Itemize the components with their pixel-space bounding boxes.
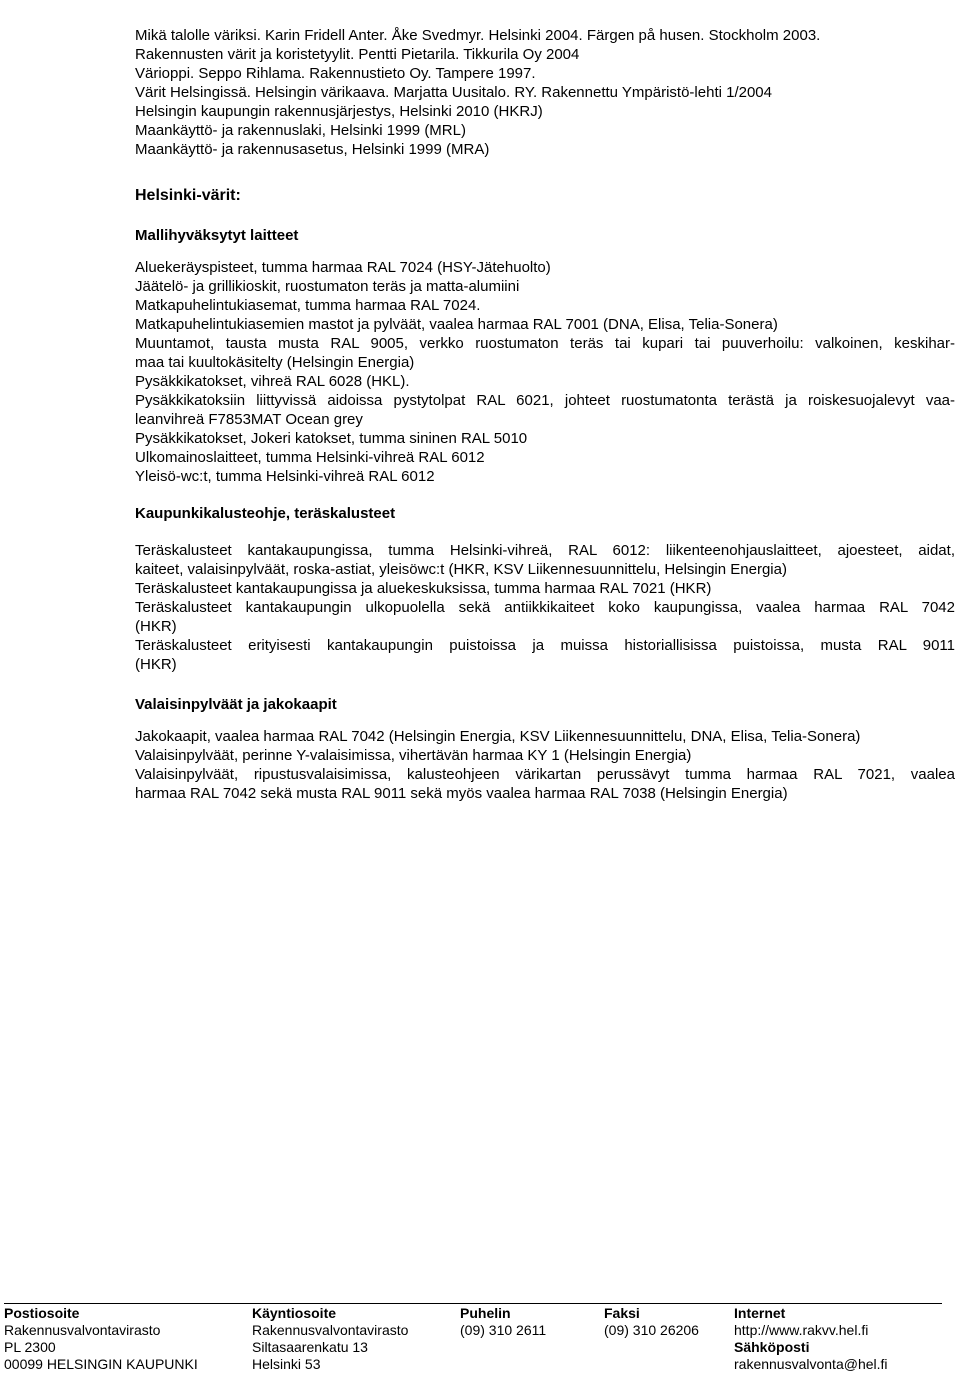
subheading-mallihyvaksytyt: Mallihyväksytyt laitteet bbox=[135, 227, 299, 244]
text-line: kaiteet, valaisinpylväät, roska-astiat, yleisöwc:t (HKR, KSV Liikennesuunnittelu, Helsingin Energia) bbox=[135, 561, 787, 578]
email-link[interactable]: rakennusvalvonta@hel.fi bbox=[734, 1356, 888, 1372]
footer-label: Käyntiosoite bbox=[252, 1305, 337, 1321]
footer-internet bbox=[734, 1305, 888, 1373]
footer-faksi bbox=[604, 1305, 699, 1339]
phone-number: (09) 310 2611 bbox=[460, 1322, 547, 1338]
footer-label-email: Sähköposti bbox=[734, 1339, 810, 1355]
text-line: (HKR) bbox=[135, 656, 177, 673]
text-line: Matkapuhelintukiasemat, tumma harmaa RAL 7024. bbox=[135, 297, 481, 314]
footer-value: Helsinki 53 bbox=[252, 1356, 321, 1372]
text-line: Jakokaapit, vaalea harmaa RAL 7042 (Helsingin Energia, KSV Liikennesuunnittelu, DNA, Elisa, Telia-Sonera) bbox=[135, 728, 861, 745]
subheading-valaisinpylvaat: Valaisinpylväät ja jakokaapit bbox=[135, 696, 337, 713]
text-line: leanvihreä F7853MAT Ocean grey bbox=[135, 411, 363, 428]
text-line: Teräskalusteet erityisesti kantakaupungin puistoissa ja muissa historiallisissa puistoissa, musta RAL 9011 bbox=[135, 637, 955, 654]
footer-puhelin bbox=[460, 1305, 546, 1339]
footer-label: Puhelin bbox=[460, 1305, 511, 1321]
website-link[interactable]: http://www.rakvv.hel.fi bbox=[734, 1322, 869, 1338]
text-line: Teräskalusteet kantakaupungissa, tumma Helsinki-vihreä, RAL 6012: liikenteenohjauslaitteet, ajoesteet, aidat, bbox=[135, 542, 955, 559]
text-line: Teräskalusteet kantakaupungissa ja aluekeskuksissa, tumma harmaa RAL 7021 (HKR) bbox=[135, 580, 712, 597]
footer-divider bbox=[4, 1303, 942, 1304]
text-line: Teräskalusteet kantakaupungin ulkopuolella sekä antiikkikaiteet koko kaupungissa, vaalea harmaa RAL 7042 bbox=[135, 599, 955, 616]
section-heading-helsinki-varit: Helsinki-värit: bbox=[135, 187, 241, 204]
fax-number: (09) 310 26206 bbox=[604, 1322, 699, 1338]
footer-value: Rakennusvalvontavirasto bbox=[4, 1322, 161, 1338]
text-line: Pysäkkikatoksiin liittyvissä aidoissa pystytolpat RAL 6021, johteet ruostumatonta terästä ja roiskesuojalevyt vaa- bbox=[135, 392, 955, 409]
text-line: Valaisinpylväät, ripustusvalaisimissa, kalusteohjeen värikartan perussävyt tumma harmaa RAL 7021, vaalea bbox=[135, 766, 955, 783]
text-line: Aluekeräyspisteet, tumma harmaa RAL 7024 (HSY-Jätehuolto) bbox=[135, 259, 551, 276]
footer-value: Siltasaarenkatu 13 bbox=[252, 1339, 368, 1355]
reference-list bbox=[135, 26, 955, 159]
reference-line: Maankäyttö- ja rakennusasetus, Helsinki 1999 (MRA) bbox=[135, 141, 490, 158]
footer-value: Rakennusvalvontavirasto bbox=[252, 1322, 409, 1338]
reference-line: Värioppi. Seppo Rihlama. Rakennustieto Oy. Tampere 1997. bbox=[135, 65, 536, 82]
valaisinpylvaat-list bbox=[135, 727, 955, 803]
footer-value: PL 2300 bbox=[4, 1339, 56, 1355]
footer-label: Postiosoite bbox=[4, 1305, 80, 1321]
text-line: Yleisö-wc:t, tumma Helsinki-vihreä RAL 6012 bbox=[135, 468, 435, 485]
reference-line: Mikä talolle väriksi. Karin Fridell Anter. Åke Svedmyr. Helsinki 2004. Färgen på husen. Stockholm 2003. bbox=[135, 27, 821, 44]
kaupunkikalusteohje-list bbox=[135, 541, 955, 674]
text-line: Matkapuhelintukiasemien mastot ja pylväät, vaalea harmaa RAL 7001 (DNA, Elisa, Telia-Sonera) bbox=[135, 316, 778, 333]
mallihyvaksytyt-list bbox=[135, 258, 955, 486]
text-line: Muuntamot, tausta musta RAL 9005, verkko ruostumaton teräs tai kupari tai puuverhoilu: valkoinen, keskihar- bbox=[135, 335, 955, 352]
text-line: Jäätelö- ja grillikioskit, ruostumaton teräs ja matta-alumiini bbox=[135, 278, 520, 295]
subheading-kaupunkikalusteohje: Kaupunkikalusteohje, teräskalusteet bbox=[135, 505, 396, 522]
text-line: Pysäkkikatokset, vihreä RAL 6028 (HKL). bbox=[135, 373, 410, 390]
footer-postiosoite bbox=[4, 1305, 198, 1373]
text-line: maa tai kuultokäsitelty (Helsingin Energia) bbox=[135, 354, 415, 371]
text-line: Valaisinpylväät, perinne Y-valaisimissa, vihertävän harmaa KY 1 (Helsingin Energia) bbox=[135, 747, 692, 764]
text-line: Pysäkkikatokset, Jokeri katokset, tumma sininen RAL 5010 bbox=[135, 430, 528, 447]
text-line: (HKR) bbox=[135, 618, 177, 635]
footer-kayntiosoite bbox=[252, 1305, 408, 1373]
reference-line: Maankäyttö- ja rakennuslaki, Helsinki 1999 (MRL) bbox=[135, 122, 466, 139]
reference-line: Rakennusten värit ja koristetyylit. Pentti Pietarila. Tikkurila Oy 2004 bbox=[135, 46, 580, 63]
reference-line: Värit Helsingissä. Helsingin värikaava. Marjatta Uusitalo. RY. Rakennettu Ympäristö-lehti 1/2004 bbox=[135, 84, 772, 101]
text-line: harmaa RAL 7042 sekä musta RAL 9011 sekä myös vaalea harmaa RAL 7038 (Helsingin Energia) bbox=[135, 785, 788, 802]
footer-label: Faksi bbox=[604, 1305, 640, 1321]
footer-label: Internet bbox=[734, 1305, 786, 1321]
footer-value: 00099 HELSINGIN KAUPUNKI bbox=[4, 1356, 198, 1372]
document-body bbox=[135, 26, 955, 802]
reference-line: Helsingin kaupungin rakennusjärjestys, Helsinki 2010 (HKRJ) bbox=[135, 103, 543, 120]
text-line: Ulkomainoslaitteet, tumma Helsinki-vihreä RAL 6012 bbox=[135, 449, 485, 466]
